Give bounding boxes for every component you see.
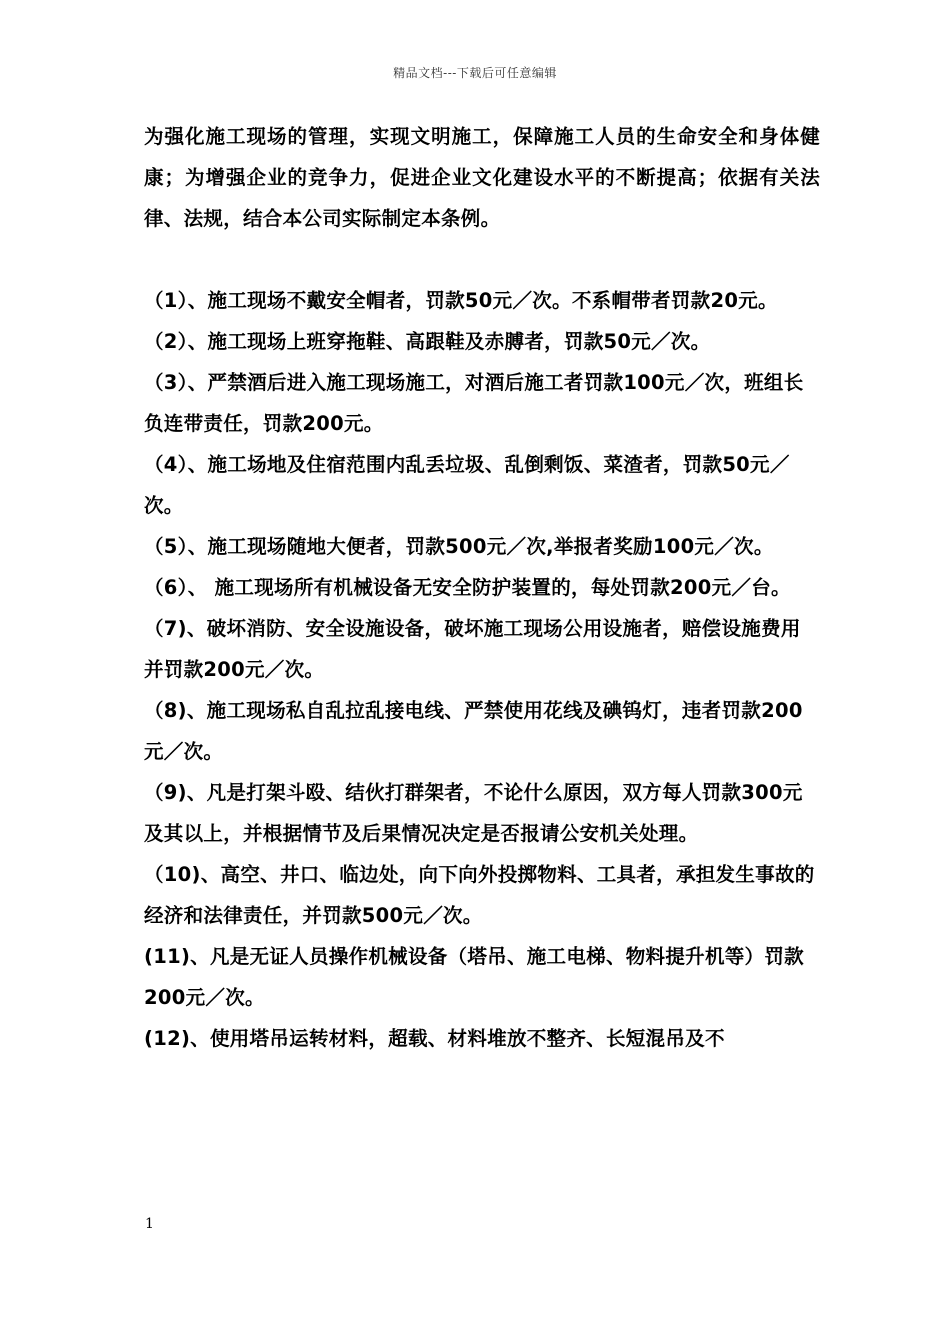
regulation-item-9: （9)、凡是打架斗殴、结伙打群架者，不论什么原因，双方每人罚款300元及其以上，并根据情节及后果情况决定是否报请公安机关处理。: [144, 781, 803, 845]
regulation-item-5: （5）、施工现场随地大便者，罚款500元／次,举报者奖励100元／次。: [144, 535, 774, 558]
regulation-item-10: （10)、高空、井口、临边处，向下向外投掷物料、工具者，承担发生事故的经济和法律责任，并罚款500元／次。: [144, 863, 815, 927]
regulation-item-4: （4）、施工场地及住宿范围内乱丢垃圾、乱倒剩饭、菜渣者，罚款50元／次。: [144, 453, 790, 517]
regulation-list: [144, 280, 820, 1059]
regulation-item-7: （7)、破坏消防、安全设施设备，破坏施工现场公用设施者，赔偿设施费用并罚款200元／次。: [144, 617, 801, 681]
page-header: 精品文档---下载后可任意编辑: [393, 66, 557, 80]
regulation-item-12: (12)、使用塔吊运转材料，超载、材料堆放不整齐、长短混吊及不: [144, 1027, 725, 1050]
regulation-item-6: （6）、 施工现场所有机械设备无安全防护装置的，每处罚款200元／台。: [144, 576, 791, 599]
regulation-item-2: （2）、施工现场上班穿拖鞋、高跟鞋及赤膊者，罚款50元／次。: [144, 330, 711, 353]
regulation-item-3: （3）、严禁酒后进入施工现场施工，对酒后施工者罚款100元／次，班组长负连带责任，罚款200元。: [144, 371, 804, 435]
regulation-item-11: (11)、凡是无证人员操作机械设备（塔吊、施工电梯、物料提升机等）罚款200元／次。: [144, 945, 804, 1009]
regulation-item-8: （8)、施工现场私自乱拉乱接电线、严禁使用花线及碘钨灯，违者罚款200元／次。: [144, 699, 803, 763]
page-number: 1: [145, 1216, 154, 1232]
document-body: [144, 116, 820, 1059]
regulation-item-1: （1）、施工现场不戴安全帽者，罚款50元／次。不系帽带者罚款20元。: [144, 289, 778, 312]
intro-paragraph: 为强化施工现场的管理，实现文明施工，保障施工人员的生命安全和身体健康；为增强企业的竞争力，促进企业文化建设水平的不断提高；依据有关法律、法规，结合本公司实际制定本条例。: [144, 125, 820, 230]
